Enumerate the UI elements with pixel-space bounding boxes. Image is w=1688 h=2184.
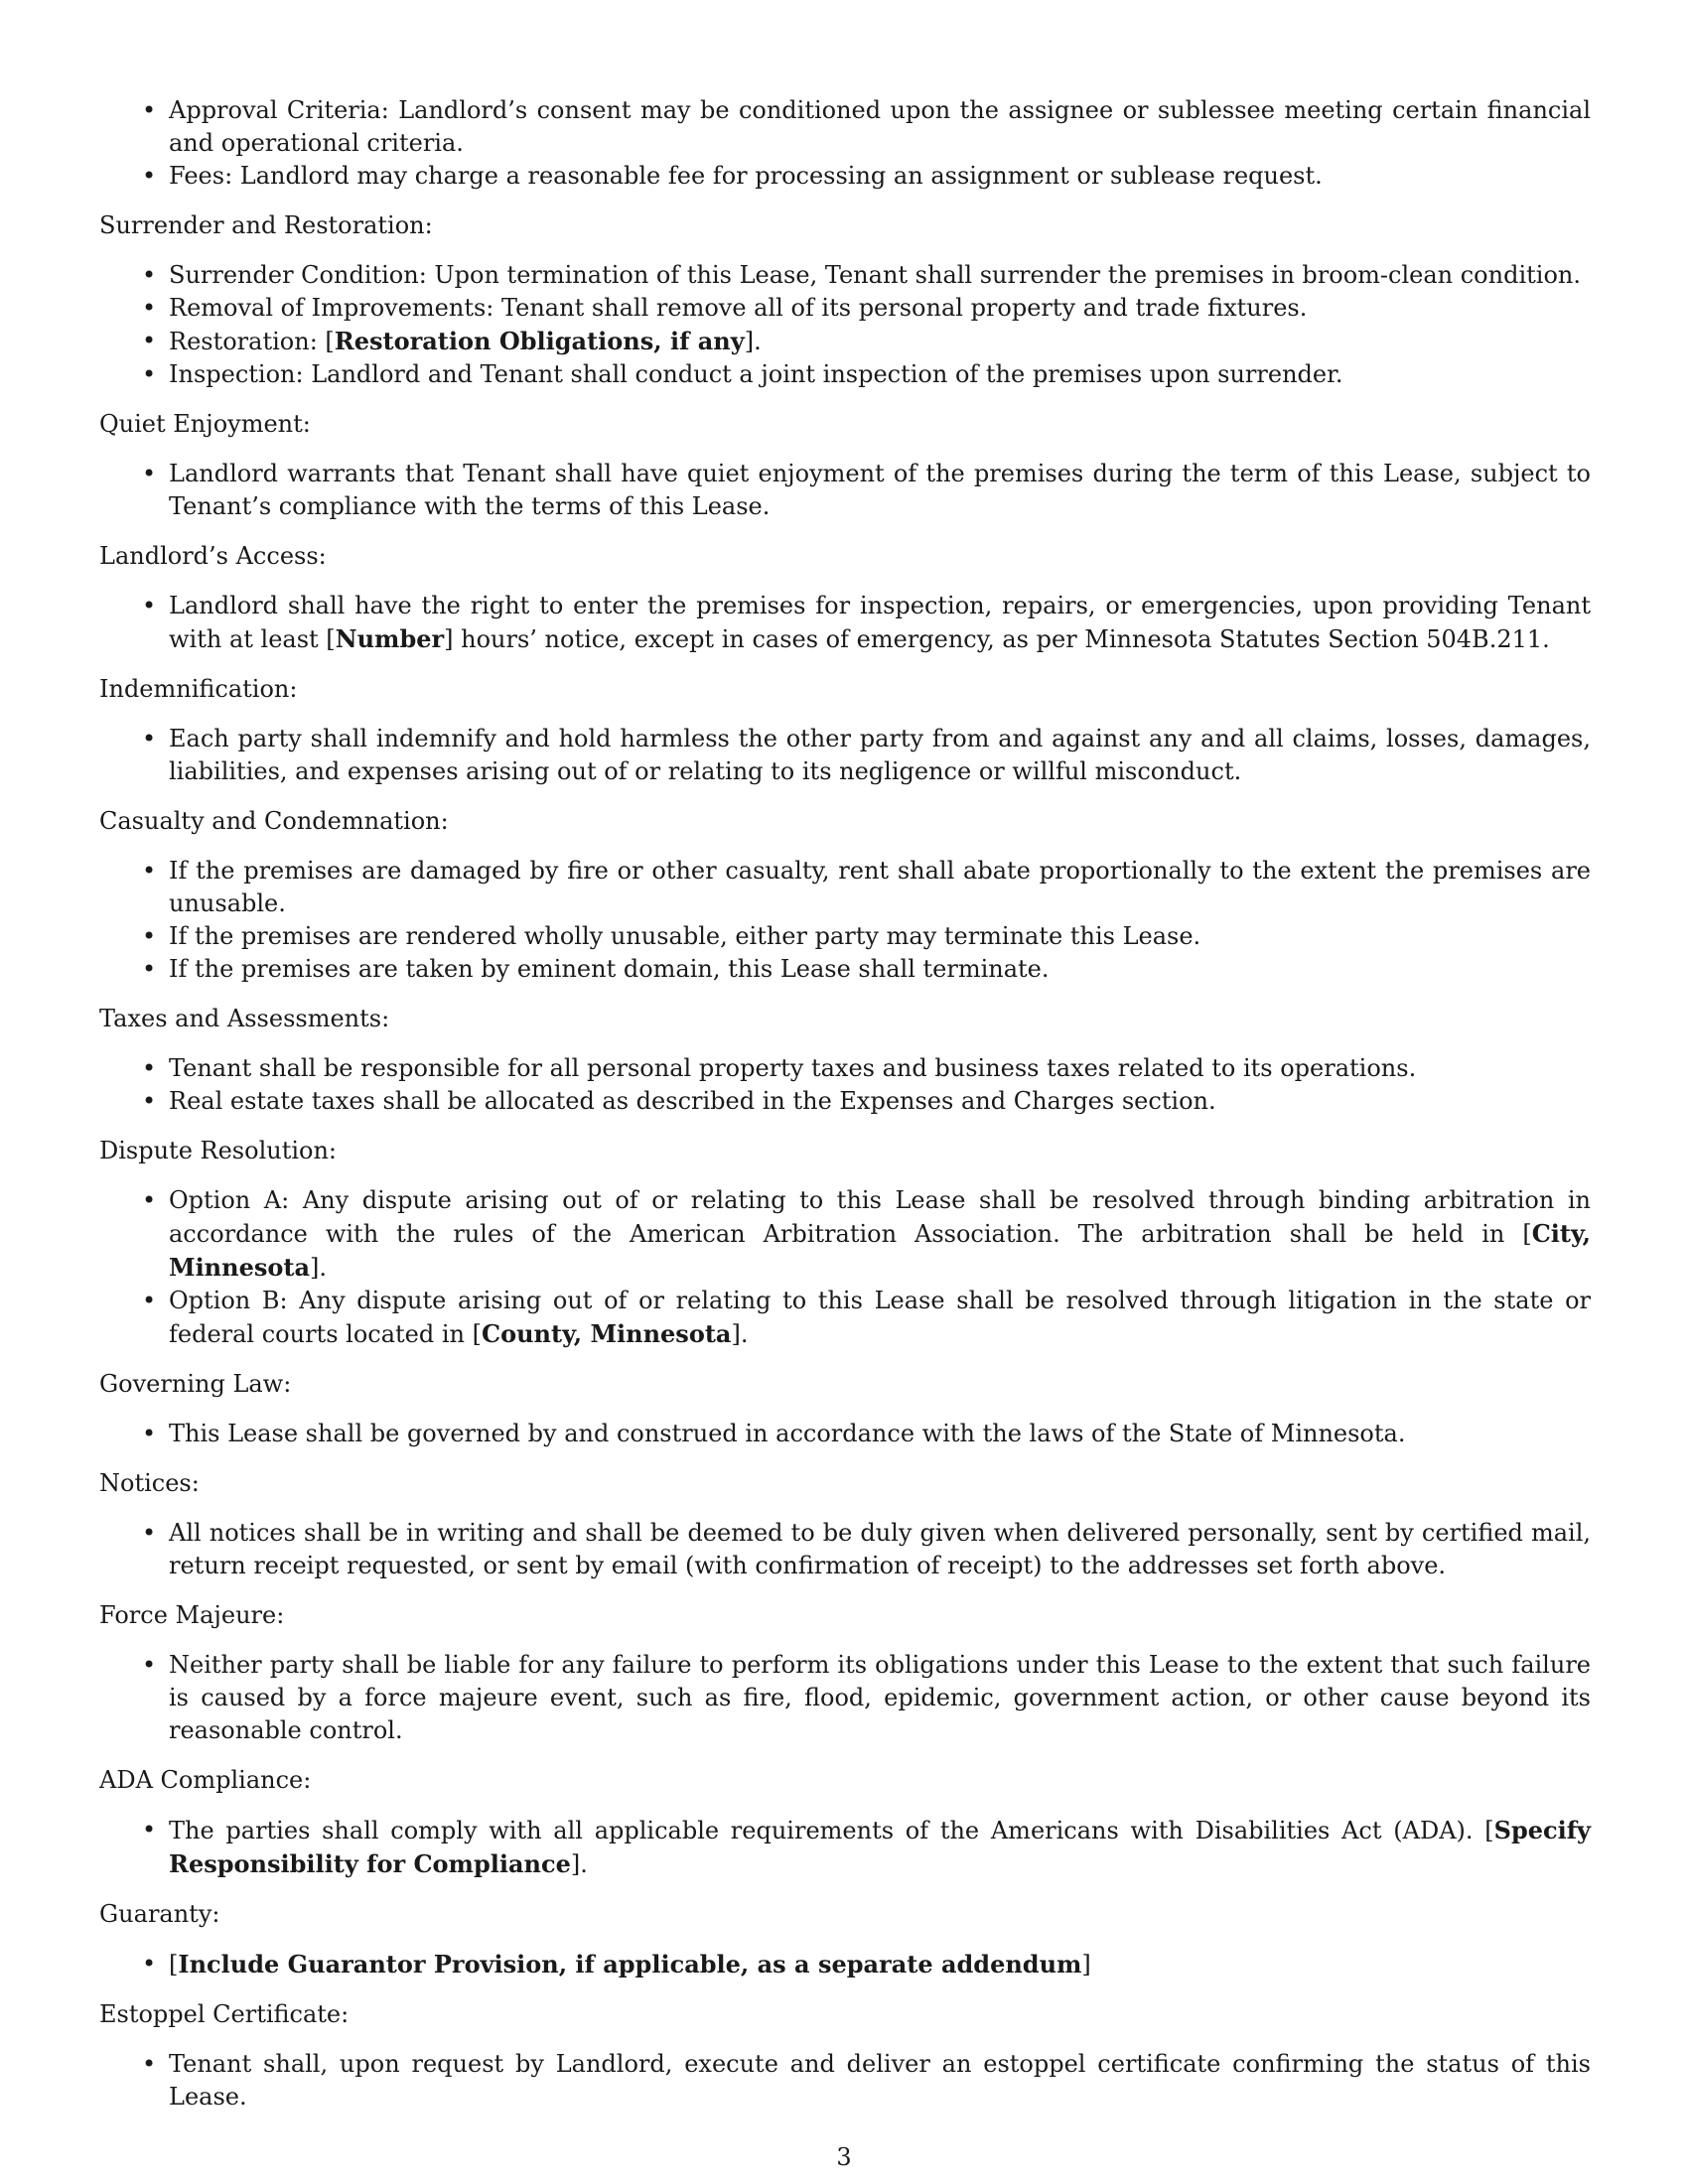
list-item-eminent-domain: • If the premises are taken by eminent domain, this Lease shall terminate.: [169, 953, 1591, 986]
section-ada-compliance: [99, 1764, 1591, 1881]
section-heading-dispute-resolution: Dispute Resolution:: [99, 1137, 338, 1164]
section-casualty: [99, 805, 1591, 986]
access-number-placeholder: Number: [335, 624, 445, 653]
list-item-casualty-damage: • If the premises are damaged by fire or other casualty, rent shall abate proportionally to the extent the premises are unusable.: [169, 855, 1591, 920]
section-heading-surrender: Surrender and Restoration:: [99, 211, 433, 239]
section-heading-guaranty: Guaranty:: [99, 1900, 220, 1928]
section-assignment-continued: [99, 94, 1591, 193]
restoration-prefix: Restoration: [: [169, 328, 335, 355]
list-item-option-b: [169, 1285, 1591, 1351]
indemnification-list: [99, 723, 1591, 788]
list-item-governing-law: • This Lease shall be governed by and construed in accordance with the laws of the State of Minnesota.: [169, 1418, 1591, 1450]
restoration-suffix: ].: [744, 328, 762, 355]
section-heading-indemnification: Indemnification:: [99, 675, 298, 703]
section-heading-taxes: Taxes and Assessments:: [99, 1005, 390, 1032]
option-a-prefix: Option A: Any dispute arising out of or relating to this Lease shall be resolved through binding arbitration in accordance with the rules of the American Arbitration Association. The arbitration shall be held in [: [169, 1186, 1591, 1248]
section-indemnification: [99, 673, 1591, 788]
list-item-real-estate-taxes: • Real estate taxes shall be allocated as described in the Expenses and Charges section.: [169, 1085, 1591, 1118]
list-item-removal: • Removal of Improvements: Tenant shall remove all of its personal property and trade fixtures.: [169, 292, 1591, 325]
list-item-approval-criteria: • Approval Criteria: Landlord’s consent may be conditioned upon the assignee or sublessee meeting certain financial and operational criteria.: [169, 94, 1591, 160]
list-item-landlord-access: [169, 590, 1591, 656]
estoppel-list: [99, 2048, 1591, 2114]
list-item-inspection: • Inspection: Landlord and Tenant shall conduct a joint inspection of the premises upon surrender.: [169, 358, 1591, 391]
surrender-list: [99, 259, 1591, 391]
option-b-county-placeholder: County, Minnesota: [482, 1319, 732, 1348]
taxes-list: [99, 1052, 1591, 1118]
document-page: [99, 94, 1591, 2130]
section-surrender: [99, 209, 1591, 391]
section-landlord-access: [99, 540, 1591, 656]
quiet-enjoyment-list: [99, 458, 1591, 523]
guaranty-close-bracket: ]: [1081, 1951, 1091, 1979]
list-item-notices: • All notices shall be in writing and shall be deemed to be duly given when delivered personally, sent by certified mail, return receipt requested, or sent by email (with confirmation of receipt) to the addresses set forth above.: [169, 1517, 1591, 1582]
ada-prefix: The parties shall comply with all applicable requirements of the Americans with Disabilities Act (ADA). [: [169, 1817, 1494, 1844]
landlord-access-list: [99, 590, 1591, 656]
dispute-resolution-list: [99, 1184, 1591, 1351]
access-suffix: ] hours’ notice, except in cases of emergency, as per Minnesota Statutes Section 504B.211.: [444, 625, 1550, 653]
guaranty-list: [99, 1948, 1591, 1981]
section-heading-governing-law: Governing Law:: [99, 1370, 292, 1398]
list-item-casualty-unusable: • If the premises are rendered wholly unusable, either party may terminate this Lease.: [169, 920, 1591, 953]
ada-responsibility-placeholder: Specify Responsibility for Compliance: [169, 1816, 1591, 1878]
ada-suffix: ].: [570, 1850, 588, 1878]
page-number: 3: [836, 2143, 852, 2171]
section-taxes: [99, 1003, 1591, 1118]
ada-compliance-list: [99, 1814, 1591, 1881]
guaranty-placeholder: Include Guarantor Provision, if applicable, as a separate addendum: [178, 1950, 1082, 1979]
assignment-list: [99, 94, 1591, 193]
section-heading-notices: Notices:: [99, 1469, 200, 1497]
list-item-ada-compliance: [169, 1814, 1591, 1881]
section-heading-estoppel: Estoppel Certificate:: [99, 2000, 350, 2028]
list-item-force-majeure: • Neither party shall be liable for any failure to perform its obligations under this Lease to the extent that such failure is caused by a force majeure event, such as fire, flood, epidemic, government action, or other cause beyond its reasonable control.: [169, 1649, 1591, 1747]
option-b-suffix: ].: [731, 1320, 749, 1348]
section-quiet-enjoyment: [99, 408, 1591, 523]
list-item-quiet-enjoyment: • Landlord warrants that Tenant shall have quiet enjoyment of the premises during the term of this Lease, subject to Tenant’s compliance with the terms of this Lease.: [169, 458, 1591, 523]
section-notices: [99, 1467, 1591, 1582]
option-a-suffix: ].: [310, 1254, 328, 1282]
guaranty-open-bracket: [: [169, 1951, 179, 1979]
restoration-placeholder: Restoration Obligations, if any: [334, 327, 745, 355]
section-dispute-resolution: [99, 1135, 1591, 1351]
notices-list: [99, 1517, 1591, 1582]
force-majeure-list: [99, 1649, 1591, 1747]
section-heading-landlord-access: Landlord’s Access:: [99, 542, 327, 570]
list-item-fees: • Fees: Landlord may charge a reasonable fee for processing an assignment or sublease request.: [169, 160, 1591, 193]
option-b-prefix: Option B: Any dispute arising out of or relating to this Lease shall be resolved through litigation in the state or federal courts located in [: [169, 1287, 1591, 1348]
option-a-city-placeholder: City, Minnesota: [169, 1219, 1591, 1282]
list-item-surrender-condition: • Surrender Condition: Upon termination of this Lease, Tenant shall surrender the premises in broom-clean condition.: [169, 259, 1591, 292]
casualty-list: [99, 855, 1591, 986]
list-item-guaranty: [169, 1948, 1591, 1981]
section-heading-casualty: Casualty and Condemnation:: [99, 807, 449, 835]
list-item-estoppel: • Tenant shall, upon request by Landlord, execute and deliver an estoppel certificate confirming the status of this Lease.: [169, 2048, 1591, 2114]
section-force-majeure: [99, 1599, 1591, 1747]
governing-law-list: [99, 1418, 1591, 1450]
section-heading-ada-compliance: ADA Compliance:: [99, 1766, 312, 1794]
list-item-personal-property-taxes: • Tenant shall be responsible for all personal property taxes and business taxes related to its operations.: [169, 1052, 1591, 1085]
section-heading-quiet-enjoyment: Quiet Enjoyment:: [99, 410, 311, 438]
list-item-indemnification: • Each party shall indemnify and hold harmless the other party from and against any and all claims, losses, damages, liabilities, and expenses arising out of or relating to its negligence or willful misconduct.: [169, 723, 1591, 788]
list-item-option-a: [169, 1184, 1591, 1285]
section-governing-law: [99, 1368, 1591, 1450]
section-estoppel: [99, 1998, 1591, 2114]
list-item-restoration: [169, 325, 1591, 358]
section-guaranty: [99, 1898, 1591, 1981]
access-prefix: Landlord shall have the right to enter the premises for inspection, repairs, or emergencies, upon providing Tenant with at least [: [169, 592, 1591, 653]
section-heading-force-majeure: Force Majeure:: [99, 1601, 285, 1629]
